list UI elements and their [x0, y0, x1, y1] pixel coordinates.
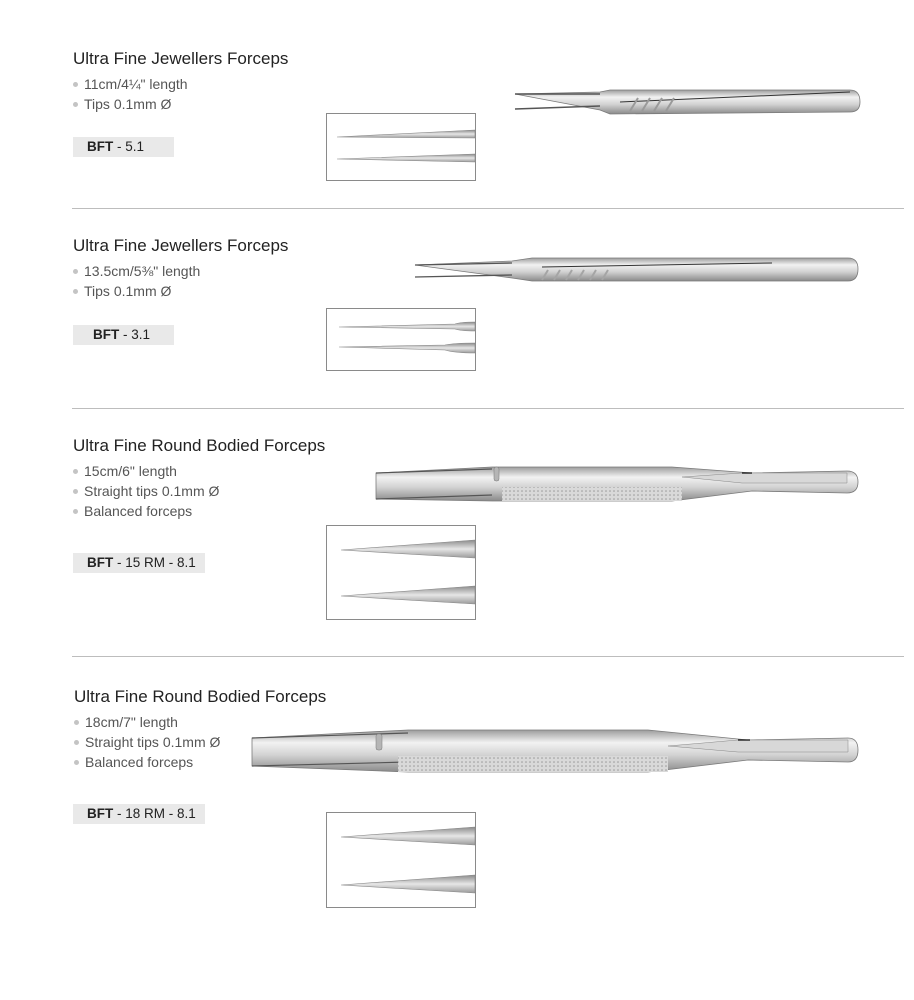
spec-list	[73, 74, 188, 114]
spec-item: Tips 0.1mm Ø	[73, 281, 200, 301]
product-title: Ultra Fine Jewellers Forceps	[73, 49, 289, 68]
bullet-icon	[73, 469, 78, 474]
bullet-icon	[73, 489, 78, 494]
product-title: Ultra Fine Jewellers Forceps	[73, 236, 289, 255]
section-divider	[72, 408, 904, 409]
product-code-badge: BFT - 18 RM - 8.1	[73, 804, 205, 824]
bullet-icon	[73, 269, 78, 274]
spec-item: 13.5cm/5⅜" length	[73, 261, 200, 281]
section-divider	[72, 656, 904, 657]
tip-detail-image	[326, 308, 476, 371]
section-divider	[72, 208, 904, 209]
spec-list	[74, 712, 220, 772]
bullet-icon	[73, 289, 78, 294]
spec-item: Balanced forceps	[74, 752, 220, 772]
product-title: Ultra Fine Round Bodied Forceps	[73, 436, 326, 455]
forceps-image	[510, 82, 862, 126]
spec-item: Tips 0.1mm Ø	[73, 94, 188, 114]
spec-item: Balanced forceps	[73, 501, 219, 521]
spec-list	[73, 461, 219, 521]
product-code-badge: BFT - 3.1	[73, 325, 174, 345]
spec-item: 18cm/7" length	[74, 712, 220, 732]
bullet-icon	[74, 720, 79, 725]
tip-detail-image	[326, 812, 476, 908]
product-code-badge: BFT - 5.1	[73, 137, 174, 157]
forceps-image	[412, 253, 862, 287]
spec-item: 15cm/6" length	[73, 461, 219, 481]
bullet-icon	[73, 509, 78, 514]
product-code-badge: BFT - 15 RM - 8.1	[73, 553, 205, 573]
bullet-icon	[73, 102, 78, 107]
spec-item: 11cm/4¼" length	[73, 74, 188, 94]
bullet-icon	[73, 82, 78, 87]
bullet-icon	[74, 760, 79, 765]
forceps-image	[248, 724, 862, 780]
bullet-icon	[74, 740, 79, 745]
forceps-image	[372, 461, 862, 507]
spec-item: Straight tips 0.1mm Ø	[74, 732, 220, 752]
tip-detail-image	[326, 113, 476, 181]
product-title: Ultra Fine Round Bodied Forceps	[74, 687, 327, 706]
spec-item: Straight tips 0.1mm Ø	[73, 481, 219, 501]
spec-list	[73, 261, 200, 301]
tip-detail-image	[326, 525, 476, 620]
